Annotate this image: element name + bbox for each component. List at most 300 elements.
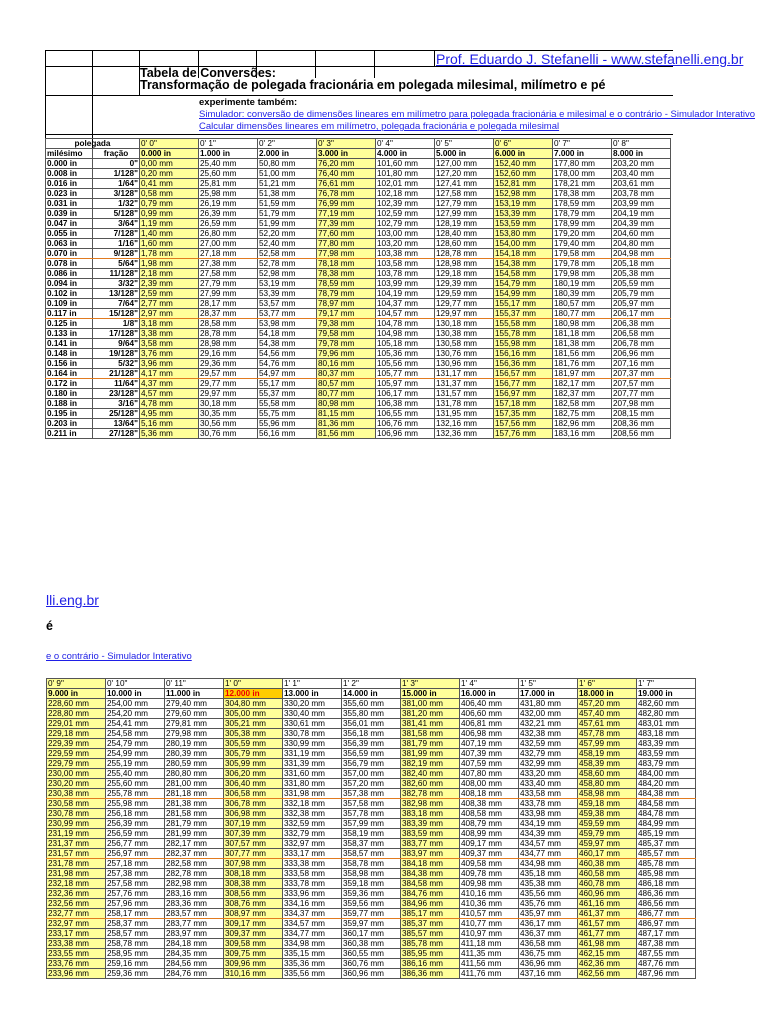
mm-cell: 55,75 mm	[258, 409, 317, 419]
table-row	[46, 269, 671, 279]
mm-cell: 304,80 mm	[224, 699, 283, 709]
table-row	[46, 359, 671, 369]
table-row	[46, 189, 671, 199]
feet-header: 1' 1"	[283, 679, 342, 689]
simulator-link[interactable]: e o contrário - Simulador Interativo	[46, 651, 192, 662]
table-row	[47, 779, 696, 789]
mm-cell: 358,19 mm	[342, 829, 401, 839]
mm-cell: 254,20 mm	[106, 709, 165, 719]
fraction-cell: 0"	[93, 159, 140, 169]
mm-cell: 408,38 mm	[460, 799, 519, 809]
mm-cell: 359,36 mm	[342, 889, 401, 899]
fraction-cell: 13/64"	[93, 419, 140, 429]
mm-cell: 103,38 mm	[376, 249, 435, 259]
mm-cell: 383,18 mm	[401, 809, 460, 819]
mm-cell: 52,78 mm	[258, 259, 317, 269]
mm-cell: 305,99 mm	[224, 759, 283, 769]
mm-cell: 356,01 mm	[342, 719, 401, 729]
mm-cell: 154,18 mm	[494, 249, 553, 259]
table-row	[47, 889, 696, 899]
mm-cell: 77,60 mm	[317, 229, 376, 239]
mm-cell: 156,36 mm	[494, 359, 553, 369]
page-title: Tabela de Conversões:	[140, 66, 276, 80]
mm-cell: 279,98 mm	[165, 729, 224, 739]
mm-cell: 3,76 mm	[140, 349, 199, 359]
mm-cell: 27,79 mm	[199, 279, 258, 289]
mm-cell: 0,00 mm	[140, 159, 199, 169]
mm-cell: 51,99 mm	[258, 219, 317, 229]
mm-cell: 331,80 mm	[283, 779, 342, 789]
inch-header: 15.000 in	[401, 689, 460, 699]
feet-header: 0' 10"	[106, 679, 165, 689]
mm-cell: 460,17 mm	[578, 849, 637, 859]
mm-cell: 306,78 mm	[224, 799, 283, 809]
mm-cell: 180,98 mm	[553, 319, 612, 329]
mm-cell: 228,60 mm	[47, 699, 106, 709]
table-row	[46, 309, 671, 319]
mm-cell: 258,57 mm	[106, 929, 165, 939]
mm-cell: 381,20 mm	[401, 709, 460, 719]
mm-cell: 436,75 mm	[519, 949, 578, 959]
mm-cell: 157,18 mm	[494, 399, 553, 409]
table-row	[46, 299, 671, 309]
mm-cell: 355,60 mm	[342, 699, 401, 709]
mm-cell: 410,77 mm	[460, 919, 519, 929]
table-row	[47, 819, 696, 829]
milesimo-cell: 0.156 in	[46, 359, 93, 369]
mm-cell: 332,18 mm	[283, 799, 342, 809]
mm-cell: 483,18 mm	[637, 729, 696, 739]
mm-cell: 205,97 mm	[612, 299, 671, 309]
mm-cell: 153,39 mm	[494, 209, 553, 219]
mm-cell: 30,56 mm	[199, 419, 258, 429]
mm-cell: 483,79 mm	[637, 759, 696, 769]
table-row	[47, 919, 696, 929]
mm-cell: 80,77 mm	[317, 389, 376, 399]
table-row	[47, 909, 696, 919]
mm-cell: 356,79 mm	[342, 759, 401, 769]
mm-cell: 79,38 mm	[317, 319, 376, 329]
mm-cell: 54,97 mm	[258, 369, 317, 379]
milesimo-cell: 0.031 in	[46, 199, 93, 209]
fraction-cell: 27/128"	[93, 429, 140, 439]
mm-cell: 29,77 mm	[199, 379, 258, 389]
mm-cell: 157,56 mm	[494, 419, 553, 429]
mm-cell: 1,98 mm	[140, 259, 199, 269]
mm-cell: 129,39 mm	[435, 279, 494, 289]
mm-cell: 485,57 mm	[637, 849, 696, 859]
header-row-inch	[46, 149, 671, 159]
mm-cell: 232,36 mm	[47, 889, 106, 899]
mm-cell: 484,99 mm	[637, 819, 696, 829]
milesimo-cell: 0.141 in	[46, 339, 93, 349]
mm-cell: 432,79 mm	[519, 749, 578, 759]
milesimo-cell: 0.188 in	[46, 399, 93, 409]
mm-cell: 482,60 mm	[637, 699, 696, 709]
mm-cell: 232,56 mm	[47, 899, 106, 909]
mm-cell: 309,37 mm	[224, 929, 283, 939]
mm-cell: 307,98 mm	[224, 859, 283, 869]
mm-cell: 178,79 mm	[553, 209, 612, 219]
table-row	[47, 869, 696, 879]
table-row	[47, 769, 696, 779]
mm-cell: 103,58 mm	[376, 259, 435, 269]
page-subtitle: Transformação de polegada fracionária em polegada milesimal, milímetro e pé	[140, 78, 606, 92]
feet-header: 0' 8"	[612, 139, 671, 149]
mm-cell: 281,79 mm	[165, 819, 224, 829]
milesimo-cell: 0.109 in	[46, 299, 93, 309]
table-row	[47, 849, 696, 859]
mm-cell: 104,57 mm	[376, 309, 435, 319]
mm-cell: 231,19 mm	[47, 829, 106, 839]
table-row	[47, 899, 696, 909]
mm-cell: 434,57 mm	[519, 839, 578, 849]
conversion-table-continued	[46, 678, 696, 979]
mm-cell: 77,39 mm	[317, 219, 376, 229]
mm-cell: 181,56 mm	[553, 349, 612, 359]
calculator-link[interactable]: Calcular dimensões lineares em milímetro, polegada fracionária e polegada milesimal	[199, 121, 560, 132]
header-row-feet	[46, 139, 671, 149]
mm-cell: 384,58 mm	[401, 879, 460, 889]
milesimo-cell: 0.125 in	[46, 319, 93, 329]
mm-cell: 258,78 mm	[106, 939, 165, 949]
mm-cell: 206,96 mm	[612, 349, 671, 359]
mm-cell: 157,76 mm	[494, 429, 553, 439]
mm-cell: 127,79 mm	[435, 199, 494, 209]
mm-cell: 127,99 mm	[435, 209, 494, 219]
table-row	[46, 239, 671, 249]
mm-cell: 29,57 mm	[199, 369, 258, 379]
mm-cell: 254,58 mm	[106, 729, 165, 739]
mm-cell: 360,96 mm	[342, 969, 401, 979]
feet-header: 1' 3"	[401, 679, 460, 689]
fraction-cell: 5/128"	[93, 209, 140, 219]
mm-cell: 334,77 mm	[283, 929, 342, 939]
mm-cell: 207,77 mm	[612, 389, 671, 399]
mm-cell: 435,38 mm	[519, 879, 578, 889]
mm-cell: 78,59 mm	[317, 279, 376, 289]
table-row	[46, 369, 671, 379]
mm-cell: 0,99 mm	[140, 209, 199, 219]
mm-cell: 383,97 mm	[401, 849, 460, 859]
inch-header: 1.000 in	[199, 149, 258, 159]
mm-cell: 0,41 mm	[140, 179, 199, 189]
mm-cell: 486,97 mm	[637, 919, 696, 929]
mm-cell: 433,78 mm	[519, 799, 578, 809]
mm-cell: 50,80 mm	[258, 159, 317, 169]
mm-cell: 283,97 mm	[165, 929, 224, 939]
mm-cell: 384,96 mm	[401, 899, 460, 909]
mm-cell: 381,58 mm	[401, 729, 460, 739]
mm-cell: 308,38 mm	[224, 879, 283, 889]
mm-cell: 382,19 mm	[401, 759, 460, 769]
mm-cell: 432,99 mm	[519, 759, 578, 769]
mm-cell: 26,39 mm	[199, 209, 258, 219]
mm-cell: 205,38 mm	[612, 269, 671, 279]
mm-cell: 359,56 mm	[342, 899, 401, 909]
mm-cell: 104,78 mm	[376, 319, 435, 329]
mm-cell: 208,56 mm	[612, 429, 671, 439]
mm-cell: 359,77 mm	[342, 909, 401, 919]
mm-cell: 457,78 mm	[578, 729, 637, 739]
mm-cell: 434,77 mm	[519, 849, 578, 859]
mm-cell: 208,36 mm	[612, 419, 671, 429]
feet-header: 0' 1"	[199, 139, 258, 149]
conversion-table	[45, 138, 671, 439]
fraction-cell: 5/64"	[93, 259, 140, 269]
mm-cell: 153,19 mm	[494, 199, 553, 209]
mm-cell: 155,37 mm	[494, 309, 553, 319]
mm-cell: 335,56 mm	[283, 969, 342, 979]
table-row	[47, 829, 696, 839]
mm-cell: 258,95 mm	[106, 949, 165, 959]
mm-cell: 254,00 mm	[106, 699, 165, 709]
mm-cell: 129,18 mm	[435, 269, 494, 279]
mm-cell: 207,37 mm	[612, 369, 671, 379]
mm-cell: 206,78 mm	[612, 339, 671, 349]
mm-cell: 4,78 mm	[140, 399, 199, 409]
mm-cell: 2,39 mm	[140, 279, 199, 289]
fraction-cell: 1/16"	[93, 239, 140, 249]
mm-cell: 153,80 mm	[494, 229, 553, 239]
mm-cell: 357,20 mm	[342, 779, 401, 789]
milesimo-cell: 0.063 in	[46, 239, 93, 249]
mm-cell: 485,78 mm	[637, 859, 696, 869]
mm-cell: 52,98 mm	[258, 269, 317, 279]
mm-cell: 355,80 mm	[342, 709, 401, 719]
mm-cell: 306,58 mm	[224, 789, 283, 799]
mm-cell: 332,59 mm	[283, 819, 342, 829]
mm-cell: 81,56 mm	[317, 429, 376, 439]
mm-cell: 2,77 mm	[140, 299, 199, 309]
mm-cell: 128,98 mm	[435, 259, 494, 269]
table-row	[46, 179, 671, 189]
mm-cell: 309,58 mm	[224, 939, 283, 949]
mm-cell: 382,60 mm	[401, 779, 460, 789]
mm-cell: 284,76 mm	[165, 969, 224, 979]
milesimo-cell: 0.055 in	[46, 229, 93, 239]
milesimo-cell: 0.133 in	[46, 329, 93, 339]
mm-cell: 181,18 mm	[553, 329, 612, 339]
mm-cell: 406,81 mm	[460, 719, 519, 729]
mm-cell: 435,76 mm	[519, 899, 578, 909]
table-row	[46, 319, 671, 329]
header-row-feet	[47, 679, 696, 689]
mm-cell: 79,96 mm	[317, 349, 376, 359]
mm-cell: 386,36 mm	[401, 969, 460, 979]
site-link[interactable]: lli.eng.br	[46, 592, 99, 608]
inch-header: 2.000 in	[258, 149, 317, 159]
mm-cell: 157,35 mm	[494, 409, 553, 419]
mm-cell: 204,80 mm	[612, 239, 671, 249]
table-row	[47, 839, 696, 849]
mm-cell: 104,19 mm	[376, 289, 435, 299]
mm-cell: 410,36 mm	[460, 899, 519, 909]
mm-cell: 257,96 mm	[106, 899, 165, 909]
mm-cell: 56,16 mm	[258, 429, 317, 439]
mm-cell: 233,17 mm	[47, 929, 106, 939]
fraction-cell: 11/64"	[93, 379, 140, 389]
mm-cell: 203,40 mm	[612, 169, 671, 179]
mm-cell: 27,58 mm	[199, 269, 258, 279]
mm-cell: 461,16 mm	[578, 899, 637, 909]
mm-cell: 132,16 mm	[435, 419, 494, 429]
mm-cell: 255,60 mm	[106, 779, 165, 789]
mm-cell: 457,61 mm	[578, 719, 637, 729]
table-row	[46, 159, 671, 169]
feet-header: 0' 3"	[317, 139, 376, 149]
mm-cell: 305,00 mm	[224, 709, 283, 719]
mm-cell: 154,99 mm	[494, 289, 553, 299]
mm-cell: 386,16 mm	[401, 959, 460, 969]
inch-header: 12.000 in	[224, 689, 283, 699]
milesimo-cell: 0.078 in	[46, 259, 93, 269]
mm-cell: 410,16 mm	[460, 889, 519, 899]
mm-cell: 384,18 mm	[401, 859, 460, 869]
mm-cell: 385,57 mm	[401, 929, 460, 939]
feet-header: 0' 0"	[140, 139, 199, 149]
table-row	[47, 789, 696, 799]
mm-cell: 283,57 mm	[165, 909, 224, 919]
table-row	[47, 939, 696, 949]
mm-cell: 254,99 mm	[106, 749, 165, 759]
table-row	[46, 289, 671, 299]
table-row	[46, 409, 671, 419]
group-header: polegada	[46, 139, 140, 149]
mm-cell: 178,59 mm	[553, 199, 612, 209]
milesimo-cell: 0.008 in	[46, 169, 93, 179]
mm-cell: 80,37 mm	[317, 369, 376, 379]
mm-cell: 106,76 mm	[376, 419, 435, 429]
mm-cell: 179,58 mm	[553, 249, 612, 259]
mm-cell: 357,58 mm	[342, 799, 401, 809]
mm-cell: 305,59 mm	[224, 739, 283, 749]
mm-cell: 229,39 mm	[47, 739, 106, 749]
mm-cell: 461,77 mm	[578, 929, 637, 939]
table-row	[47, 739, 696, 749]
mm-cell: 310,16 mm	[224, 969, 283, 979]
mm-cell: 78,38 mm	[317, 269, 376, 279]
simulator-link[interactable]: Simulador: conversão de dimensões lineares em milímetro para polegada fracionária e milesimal e o contrário - Simulador Interativo	[199, 109, 756, 120]
mm-cell: 408,18 mm	[460, 789, 519, 799]
mm-cell: 483,39 mm	[637, 739, 696, 749]
feet-header: 1' 4"	[460, 679, 519, 689]
inch-header: 10.000 in	[106, 689, 165, 699]
mm-cell: 257,18 mm	[106, 859, 165, 869]
mm-cell: 459,79 mm	[578, 829, 637, 839]
mm-cell: 461,37 mm	[578, 909, 637, 919]
mm-cell: 178,99 mm	[553, 219, 612, 229]
mm-cell: 51,21 mm	[258, 179, 317, 189]
mm-cell: 360,55 mm	[342, 949, 401, 959]
mm-cell: 180,57 mm	[553, 299, 612, 309]
site-link[interactable]: Prof. Eduardo J. Stefanelli - www.stefanelli.eng.br	[436, 51, 744, 67]
mm-cell: 3,18 mm	[140, 319, 199, 329]
mm-cell: 410,57 mm	[460, 909, 519, 919]
mm-cell: 26,19 mm	[199, 199, 258, 209]
fraction-cell: 1/8"	[93, 319, 140, 329]
mm-cell: 382,78 mm	[401, 789, 460, 799]
mm-cell: 383,39 mm	[401, 819, 460, 829]
feet-header: 0' 7"	[553, 139, 612, 149]
inch-header: 18.000 in	[578, 689, 637, 699]
column-header-milesimo: milésimo	[46, 149, 93, 159]
mm-cell: 28,98 mm	[199, 339, 258, 349]
mm-cell: 436,58 mm	[519, 939, 578, 949]
inch-header: 3.000 in	[317, 149, 376, 159]
mm-cell: 104,37 mm	[376, 299, 435, 309]
mm-cell: 283,36 mm	[165, 899, 224, 909]
mm-cell: 407,59 mm	[460, 759, 519, 769]
mm-cell: 52,40 mm	[258, 239, 317, 249]
mm-cell: 333,38 mm	[283, 859, 342, 869]
milesimo-cell: 0.047 in	[46, 219, 93, 229]
mm-cell: 25,60 mm	[199, 169, 258, 179]
mm-cell: 25,40 mm	[199, 159, 258, 169]
mm-cell: 257,38 mm	[106, 869, 165, 879]
mm-cell: 27,99 mm	[199, 289, 258, 299]
mm-cell: 280,19 mm	[165, 739, 224, 749]
mm-cell: 25,98 mm	[199, 189, 258, 199]
mm-cell: 330,78 mm	[283, 729, 342, 739]
mm-cell: 282,58 mm	[165, 859, 224, 869]
milesimo-cell: 0.016 in	[46, 179, 93, 189]
mm-cell: 156,57 mm	[494, 369, 553, 379]
mm-cell: 233,76 mm	[47, 959, 106, 969]
mm-cell: 486,77 mm	[637, 909, 696, 919]
mm-cell: 280,80 mm	[165, 769, 224, 779]
mm-cell: 432,21 mm	[519, 719, 578, 729]
milesimo-cell: 0.180 in	[46, 389, 93, 399]
mm-cell: 255,40 mm	[106, 769, 165, 779]
table-row	[46, 259, 671, 269]
mm-cell: 356,18 mm	[342, 729, 401, 739]
mm-cell: 29,97 mm	[199, 389, 258, 399]
mm-cell: 357,38 mm	[342, 789, 401, 799]
mm-cell: 433,40 mm	[519, 779, 578, 789]
mm-cell: 330,99 mm	[283, 739, 342, 749]
mm-cell: 131,17 mm	[435, 369, 494, 379]
mm-cell: 27,00 mm	[199, 239, 258, 249]
table-row	[46, 399, 671, 409]
mm-cell: 282,37 mm	[165, 849, 224, 859]
mm-cell: 462,56 mm	[578, 969, 637, 979]
table-row	[46, 379, 671, 389]
mm-cell: 154,38 mm	[494, 259, 553, 269]
mm-cell: 26,80 mm	[199, 229, 258, 239]
mm-cell: 459,38 mm	[578, 809, 637, 819]
mm-cell: 3,96 mm	[140, 359, 199, 369]
inch-header: 13.000 in	[283, 689, 342, 699]
mm-cell: 182,17 mm	[553, 379, 612, 389]
mm-cell: 205,79 mm	[612, 289, 671, 299]
table-row	[47, 729, 696, 739]
feet-header: 1' 2"	[342, 679, 401, 689]
mm-cell: 179,78 mm	[553, 259, 612, 269]
table-row	[47, 949, 696, 959]
mm-cell: 179,98 mm	[553, 269, 612, 279]
table-row	[47, 859, 696, 869]
mm-cell: 81,15 mm	[317, 409, 376, 419]
table-row	[47, 969, 696, 979]
mm-cell: 28,58 mm	[199, 319, 258, 329]
mm-cell: 457,40 mm	[578, 709, 637, 719]
fraction-cell: 9/64"	[93, 339, 140, 349]
mm-cell: 230,00 mm	[47, 769, 106, 779]
milesimo-cell: 0.203 in	[46, 419, 93, 429]
mm-cell: 76,61 mm	[317, 179, 376, 189]
mm-cell: 335,36 mm	[283, 959, 342, 969]
